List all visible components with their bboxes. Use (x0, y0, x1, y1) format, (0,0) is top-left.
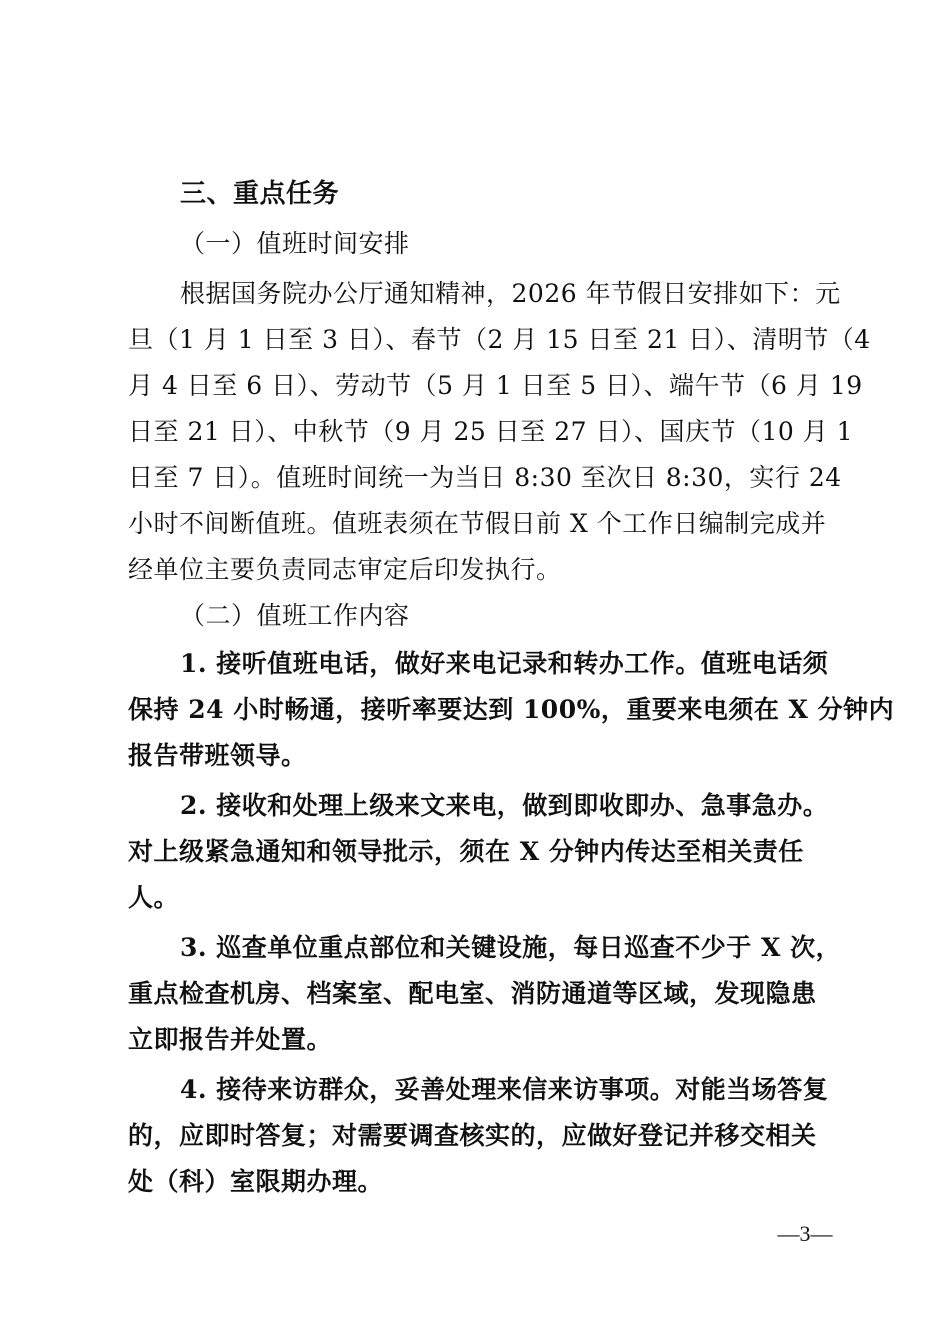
page-number: —3— (777, 1221, 833, 1246)
duty-item-line: 保持 24 小时畅通，接听率要达到 100%，重要来电须在 X 分钟内 (128, 695, 895, 724)
subsection-title-schedule: （一）值班时间安排 (180, 229, 410, 258)
paragraph-line: 日至 21 日）、中秋节（9 月 25 日至 27 日）、国庆节（10 月 1 (128, 417, 854, 446)
duty-item-line: 的，应即时答复；对需要调查核实的，应做好登记并移交相关 (128, 1121, 817, 1150)
paragraph-line: 小时不间断值班。值班表须在节假日前 X 个工作日编制完成并 (128, 509, 827, 538)
duty-item-line: 立即报告并处置。 (128, 1025, 333, 1054)
duty-item-line: 4. 接待来访群众，妥善处理来信来访事项。对能当场答复 (180, 1075, 829, 1104)
paragraph-line: 旦（1 月 1 日至 3 日）、春节（2 月 15 日至 21 日）、清明节（4 (128, 325, 871, 354)
duty-item-line: 报告带班领导。 (128, 741, 307, 770)
duty-item-line: 处（科）室限期办理。 (128, 1167, 384, 1196)
duty-item-line: 人。 (128, 883, 180, 912)
duty-item-line: 重点检查机房、档案室、配电室、消防通道等区域，发现隐患 (128, 979, 817, 1008)
subsection-title-duties: （二）值班工作内容 (180, 601, 410, 630)
section-title: 三、重点任务 (180, 179, 340, 209)
paragraph-line: 月 4 日至 6 日）、劳动节（5 月 1 日至 5 日）、端午节（6 月 19 (128, 371, 863, 400)
duty-item-line: 3. 巡查单位重点部位和关键设施，每日巡查不少于 X 次， (180, 933, 842, 962)
paragraph-line: 根据国务院办公厅通知精神，2026 年节假日安排如下：元 (180, 279, 841, 308)
duty-item-line: 2. 接收和处理上级来文来电，做到即收即办、急事急办。 (180, 791, 829, 820)
paragraph-line: 经单位主要负责同志审定后印发执行。 (128, 555, 562, 584)
paragraph-line: 日至 7 日）。值班时间统一为当日 8:30 至次日 8:30，实行 24 (128, 463, 842, 492)
duty-item-line: 1. 接听值班电话，做好来电记录和转办工作。值班电话须 (180, 649, 829, 678)
duty-item-line: 对上级紧急通知和领导批示，须在 X 分钟内传达至相关责任 (128, 837, 804, 866)
